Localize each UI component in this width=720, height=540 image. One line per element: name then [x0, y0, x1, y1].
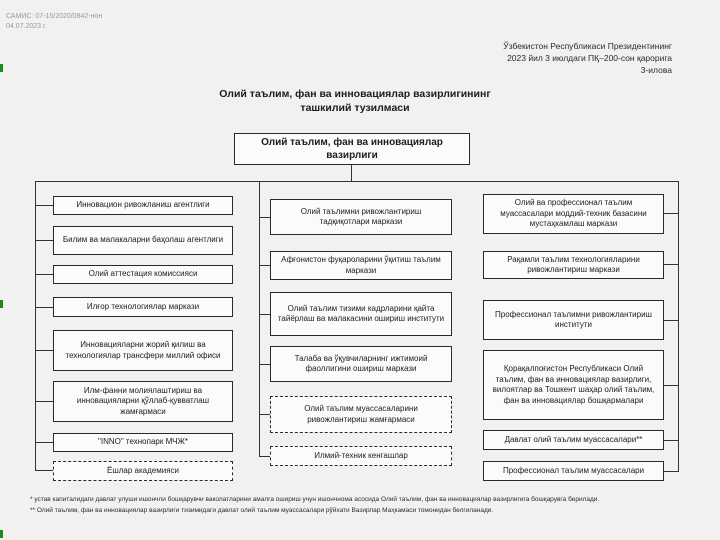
- org-box-left: Илм-фанни молиялаштириш ва инновацияларни қўллаб-қувватлаш жамғармаси: [53, 381, 233, 422]
- top-bus: [35, 181, 679, 182]
- branch: [259, 414, 270, 415]
- org-box-center-dashed: Олий таълим муассасаларини ривожлантириш жамғармаси: [270, 396, 452, 433]
- edge-mark: [0, 530, 3, 538]
- approval-line: 2023 йил 3 июлдаги ПҚ–200-сон қарорига: [507, 53, 672, 63]
- document-meta-line: САМИС: 07-15/2020/0842-нон: [6, 13, 103, 20]
- branch: [35, 240, 53, 241]
- footnote: * устав капиталидаги давлат улуши ишончли бошқарувчи ваколатларини амалга ошириш учун ишончнома асосида Олий таълим, фан ва инновациялар вазирлигига бошқарувга берилади.: [30, 496, 600, 503]
- org-box-left: Олий аттестация комиссияси: [53, 265, 233, 284]
- branch: [664, 264, 679, 265]
- approval-line: 3-илова: [640, 65, 672, 75]
- org-box-left: "INNO" технопарк МЧЖ*: [53, 433, 233, 452]
- org-box-right: Қорақалпоғистон Республикаси Олий таълим, фан ва инновациялар вазирлиги, вилоятлар ва Тошкент шаҳар олий таълим, фан ва инновациялар бошқармалари: [483, 350, 664, 420]
- footnote: ** Олий таълим, фан ва инновациялар вазирлиги тизимидаги давлат олий таълим муассасалари рўйхати Вазирлар Маҳкамаси томонидан белгиланади.: [30, 507, 494, 514]
- org-box-center: Олий таълим тизими кадрларини қайта тайёрлаш ва малакасини ошириш институти: [270, 292, 452, 336]
- org-box-center: Афғонистон фуқароларини ўқитиш таълим маркази: [270, 251, 452, 280]
- branch: [35, 401, 53, 402]
- page-title-line: Олий таълим, фан ва инновациялар вазирлигининг: [219, 88, 491, 100]
- branch: [259, 364, 270, 365]
- root-line: Олий таълим, фан ва инновациялар: [261, 137, 443, 148]
- root-stem: [351, 165, 352, 181]
- branch: [35, 470, 53, 471]
- org-box-center: Талаба ва ўқувчиларнинг ижтимоий фаоллигини ошириш маркази: [270, 346, 452, 382]
- branch: [35, 307, 53, 308]
- org-box-left-dashed: Ёшлар академияси: [53, 461, 233, 481]
- branch: [35, 442, 53, 443]
- root-line: вазирлиги: [326, 150, 378, 161]
- branch: [259, 314, 270, 315]
- branch: [664, 471, 679, 472]
- org-box-left: Инновацияларни жорий қилиш ва технологиялар трансфери миллий офиси: [53, 330, 233, 371]
- edge-mark: [0, 300, 3, 308]
- branch: [664, 385, 679, 386]
- branch: [259, 265, 270, 266]
- org-box-left: Билим ва малакаларни баҳолаш агентлиги: [53, 226, 233, 255]
- org-box-center: Олий таълимни ривожлантириш тадқиқотлари маркази: [270, 199, 452, 235]
- branch: [259, 456, 270, 457]
- branch: [35, 205, 53, 206]
- page-title: [190, 87, 520, 115]
- org-box-right: Профессионал таълимни ривожлантириш институти: [483, 300, 664, 340]
- approval-line: Ўзбекистон Республикаси Президентининг: [503, 41, 672, 51]
- org-box-left: Инновацион ривожланиш агентлиги: [53, 196, 233, 215]
- org-box-right: Профессионал таълим муассасалари: [483, 461, 664, 481]
- approval-note: [452, 40, 672, 76]
- document-meta-line: 04.07.2023 г.: [6, 23, 47, 30]
- left-spine: [35, 181, 36, 471]
- page-title-line: ташкилий тузилмаси: [300, 102, 410, 114]
- branch: [664, 320, 679, 321]
- branch: [35, 350, 53, 351]
- org-box-left: Илғор технологиялар маркази: [53, 297, 233, 317]
- root-ministry-box: [234, 133, 470, 165]
- branch: [664, 213, 679, 214]
- branch: [35, 274, 53, 275]
- right-spine: [678, 181, 679, 471]
- branch: [664, 440, 679, 441]
- edge-mark: [0, 64, 3, 72]
- org-box-right: Рақамли таълим технологияларини ривожлантириш маркази: [483, 251, 664, 279]
- document-meta: [6, 12, 102, 32]
- org-box-center-dashed: Илмий-техник кенгашлар: [270, 446, 452, 466]
- org-box-right: Давлат олий таълим муассасалари**: [483, 430, 664, 450]
- org-box-right: Олий ва профессионал таълим муассасалари моддий-техник базасини мустаҳкамлаш маркази: [483, 194, 664, 234]
- footnotes: [30, 494, 700, 516]
- branch: [259, 217, 270, 218]
